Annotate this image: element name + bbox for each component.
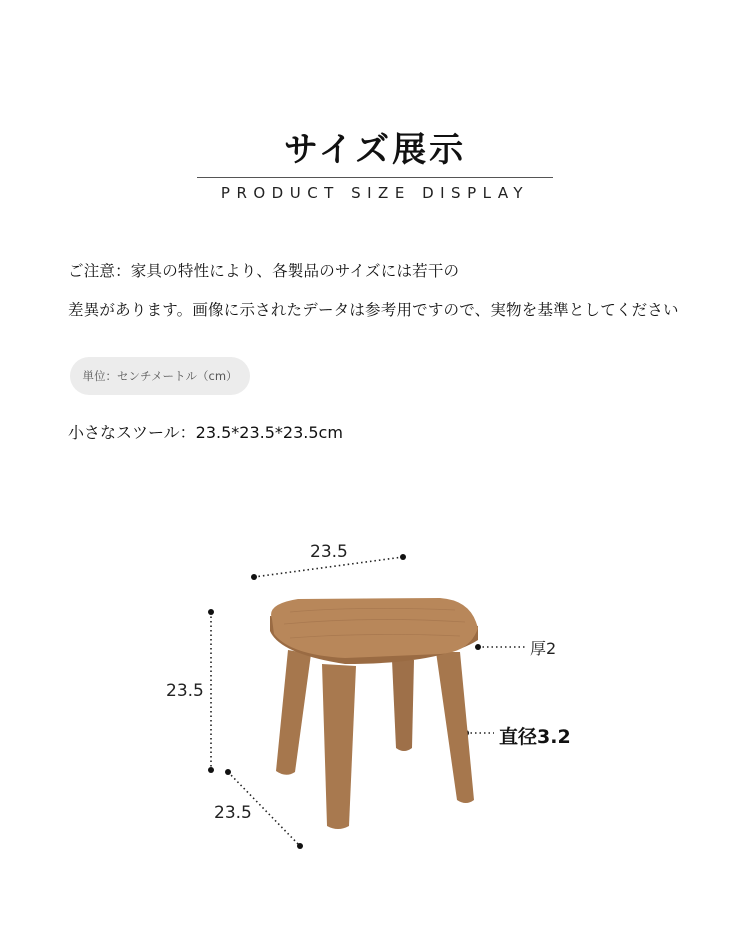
product-size-text: 小さなスツール：23.5*23.5*23.5cm — [68, 423, 343, 442]
notice-line-1: ご注意：家具の特性により、各製品のサイズには若干の — [68, 262, 460, 280]
leg-diameter-label: 直径3.2 — [499, 726, 571, 748]
height-dimension-label: 23.5 — [166, 681, 204, 701]
unit-badge-label: 単位：センチメートル（cm） — [82, 369, 238, 383]
depth-dimension-label: 23.5 — [214, 803, 252, 823]
stool-right-leg — [436, 652, 474, 803]
thickness-label: 厚2 — [530, 639, 557, 658]
page-title: サイズ展示 — [283, 130, 467, 170]
stool-illustration — [270, 598, 478, 829]
page-subtitle: PRODUCT SIZE DISPLAY — [220, 184, 530, 202]
stool-seat-top — [271, 598, 478, 658]
stool-back-leg — [392, 660, 414, 751]
stool-front-leg — [322, 664, 356, 829]
notice-line-2: 差異があります。画像に示されたデータは参考用ですので、実物を基準としてください — [68, 301, 679, 319]
stool-left-leg — [276, 650, 311, 775]
width-dimension-label: 23.5 — [310, 542, 348, 562]
